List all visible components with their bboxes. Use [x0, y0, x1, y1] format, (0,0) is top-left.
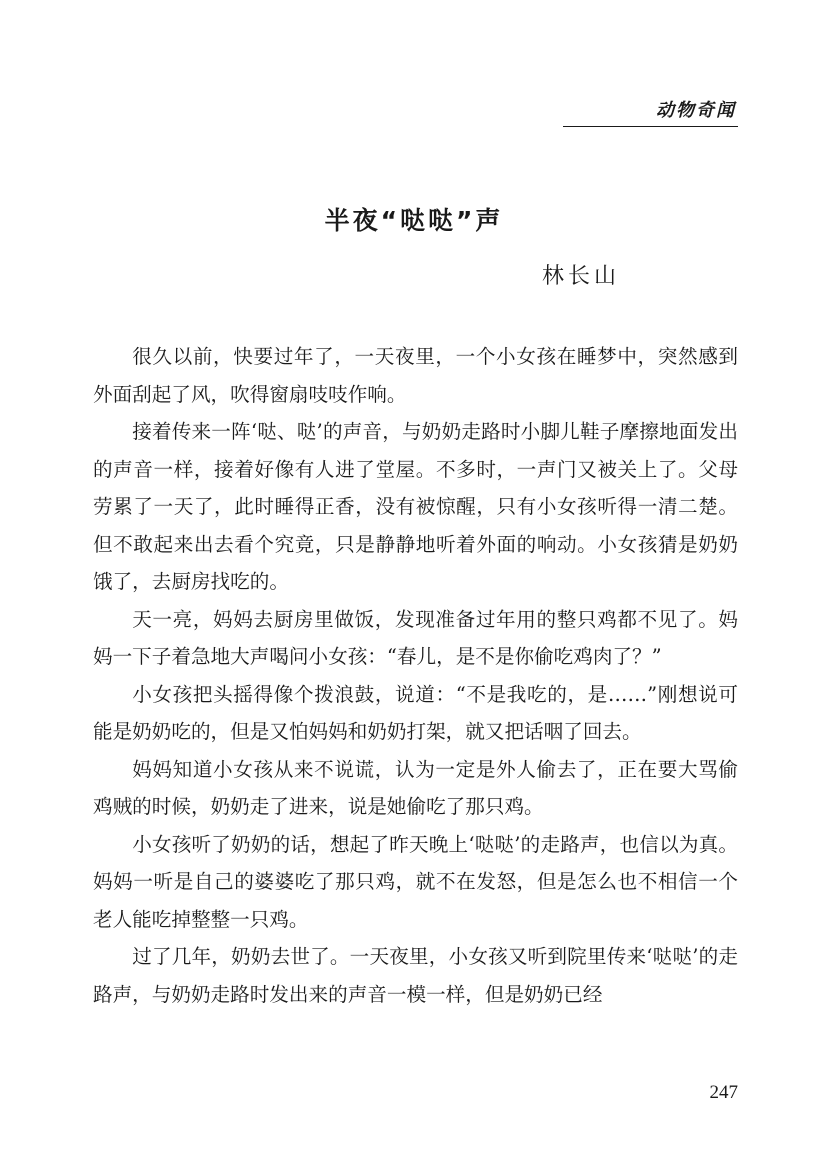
article-author: 林长山: [542, 264, 621, 289]
page-number: 247: [709, 1082, 738, 1103]
paragraph: 小女孩把头摇得像个拨浪鼓，说道：“不是我吃的，是……”刚想说可能是奶奶吃的，但是又怕妈妈和奶奶打架，就又把话咽了回去。: [93, 682, 738, 743]
paragraph: 妈妈知道小女孩从来不说谎，认为一定是外人偷去了，正在要大骂偷鸡贼的时候，奶奶走了进来，说是她偷吃了那只鸡。: [93, 757, 738, 818]
paragraph: 小女孩听了奶奶的话，想起了昨天晚上‘哒哒’的走路声，也信以为真。妈妈一听是自己的婆婆吃了那只鸡，就不在发怒，但是怎么也不相信一个老人能吃掉整整一只鸡。: [93, 832, 738, 931]
paragraph: 过了几年，奶奶去世了。一天夜里，小女孩又听到院里传来‘哒哒’的走路声，与奶奶走路时发出来的声音一模一样，但是奶奶已经: [93, 945, 738, 1006]
paragraph: 天一亮，妈妈去厨房里做饭，发现准备过年用的整只鸡都不见了。妈妈一下子着急地大声喝问小女孩：“春儿，是不是你偷吃鸡肉了？”: [93, 607, 738, 668]
paragraph: 很久以前，快要过年了，一天夜里，一个小女孩在睡梦中，突然感到外面刮起了风，吹得窗扇吱吱作响。: [93, 345, 738, 406]
paragraph: 接着传来一阵‘哒、哒’的声音，与奶奶走路时小脚儿鞋子摩擦地面发出的声音一样，接着好像有人进了堂屋。不多时，一声门又被关上了。父母劳累了一天了，此时睡得正香，没有被惊醒，只有小女孩听得一清二楚。但不敢起来出去看个究竟，只是静静地听着外面的响动。小女孩猜是奶奶饿了，去厨房找吃的。: [93, 420, 738, 593]
running-header: [563, 98, 738, 127]
header-rule: [563, 126, 738, 127]
article-body: [93, 338, 738, 1013]
article-title: 半夜“哒哒”声: [324, 206, 504, 235]
section-title: 动物奇闻: [656, 100, 736, 121]
